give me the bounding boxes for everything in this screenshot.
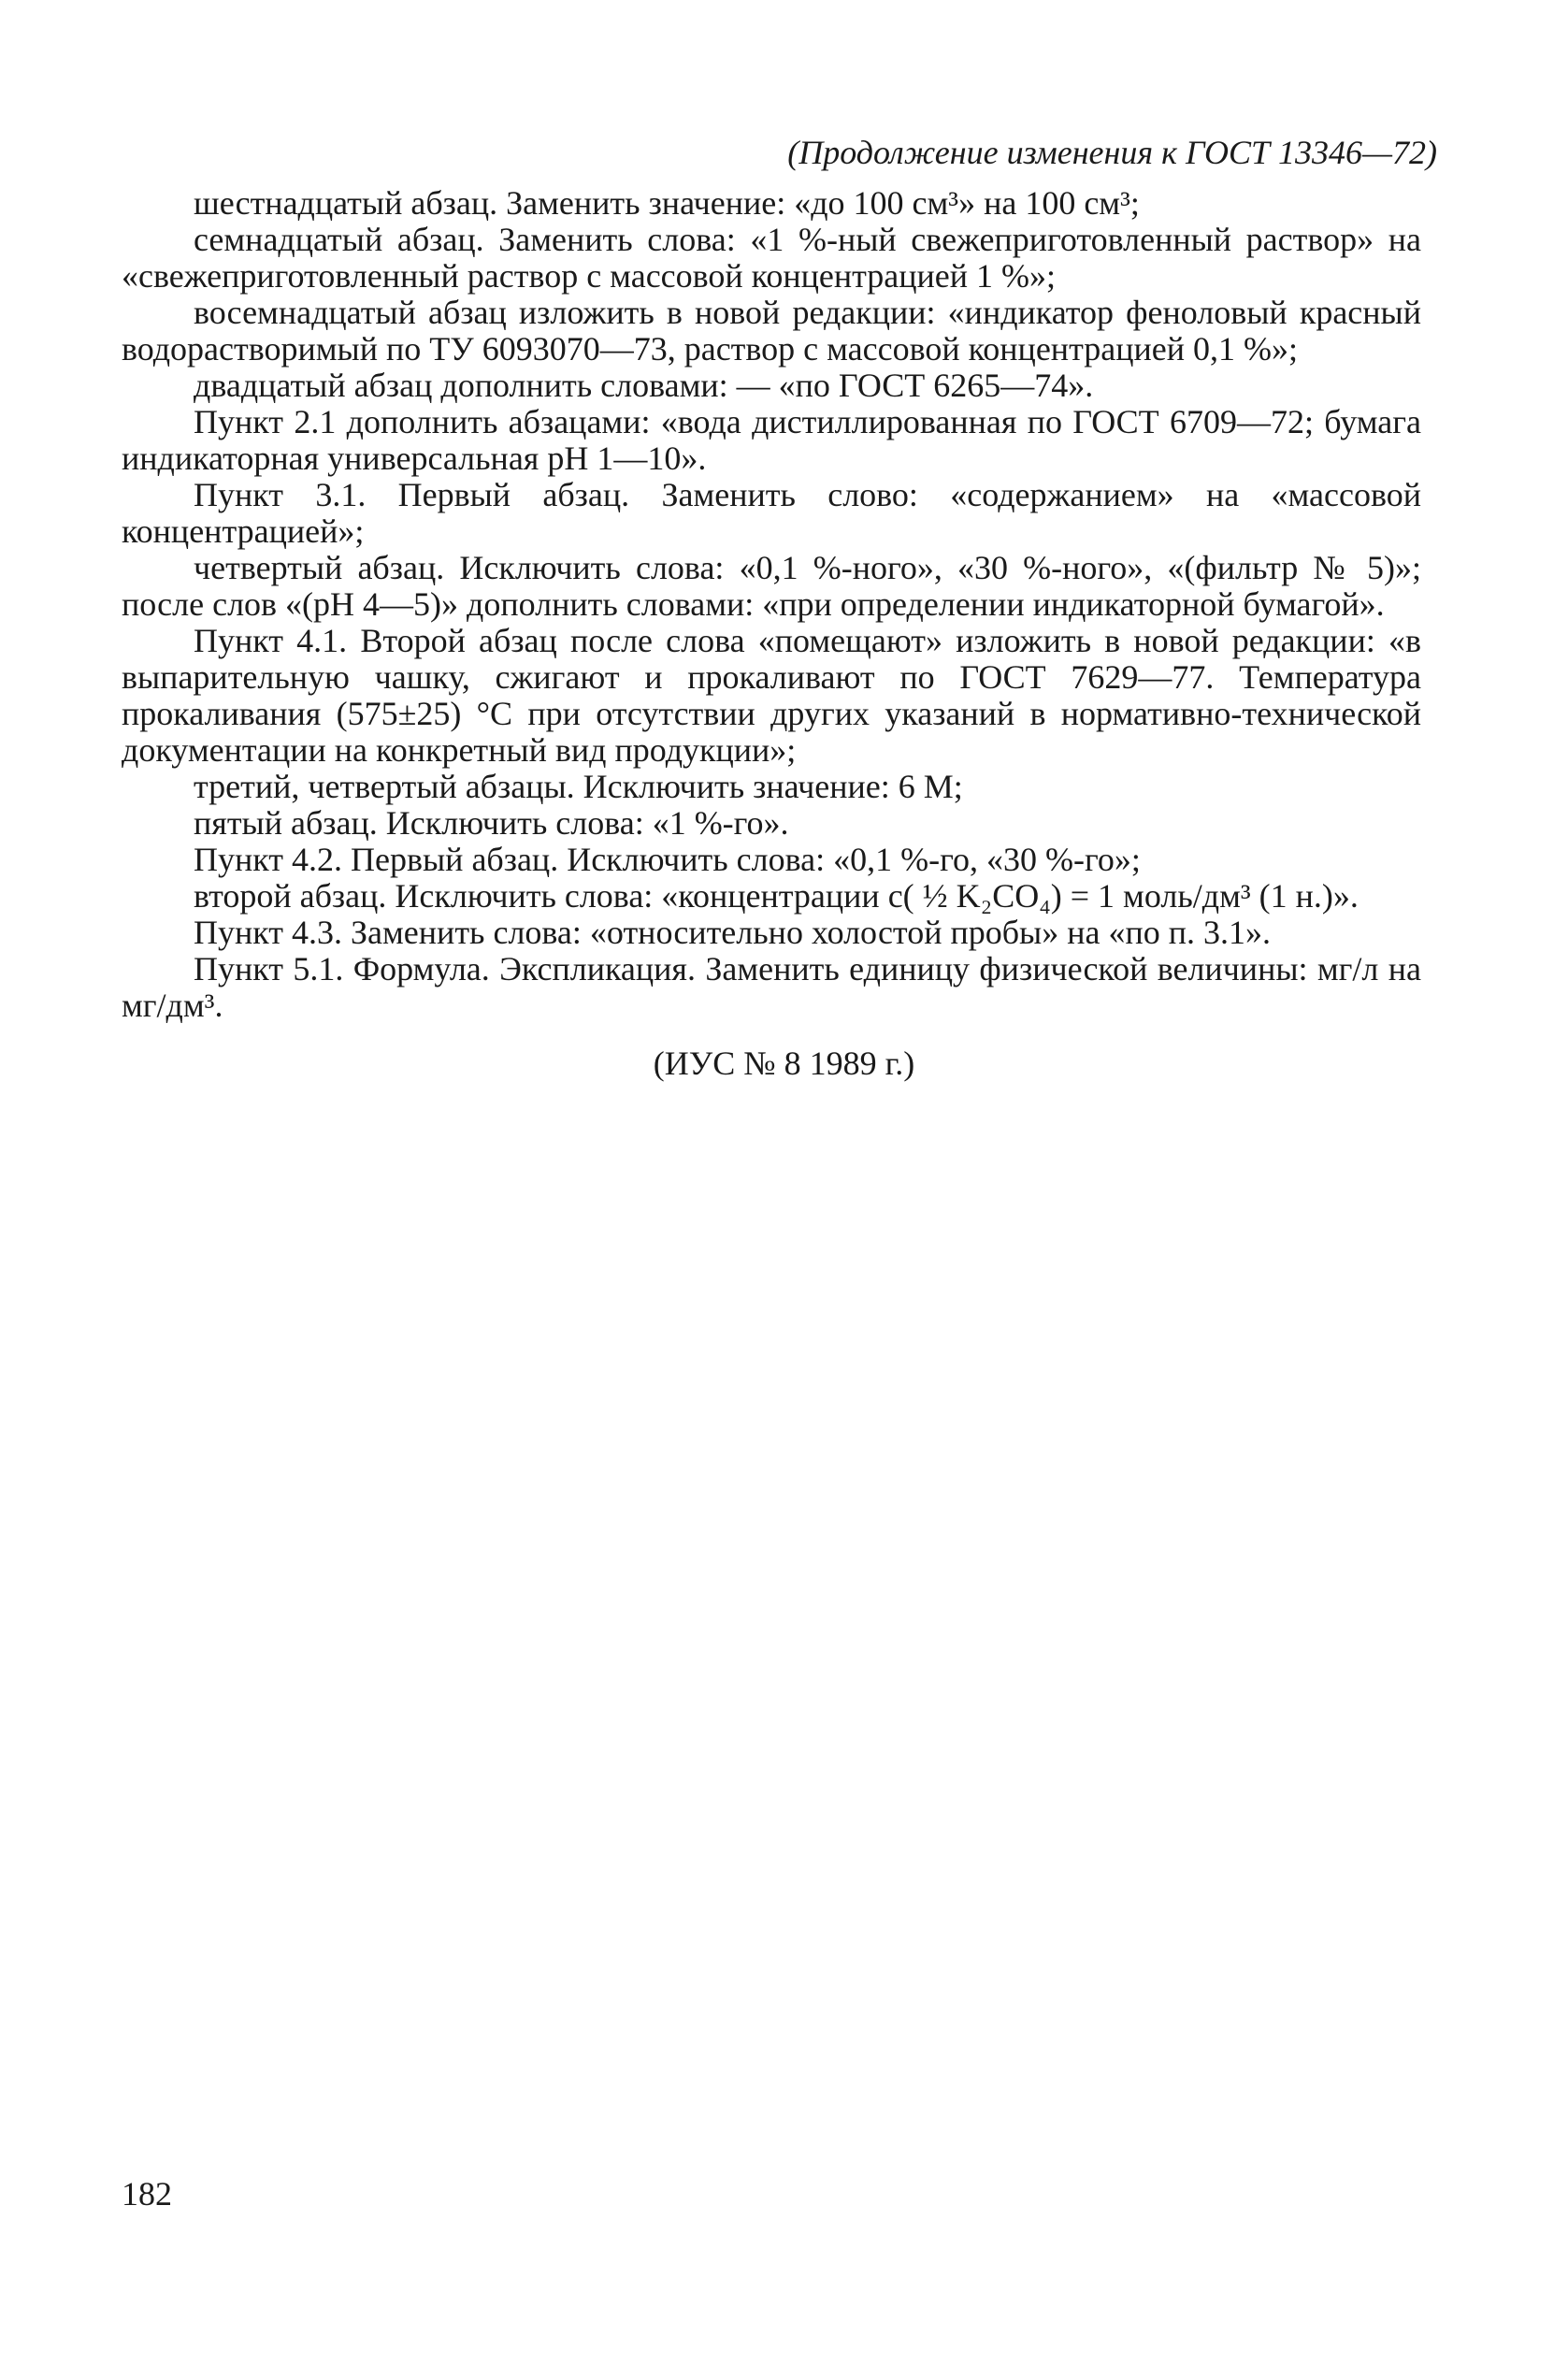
source-reference: (ИУС № 8 1989 г.)	[653, 1045, 915, 1082]
paragraph: восемнадцатый абзац изложить в новой редакции: «индикатор феноловый красный водорастворимый по ТУ 6093070—73, раствор с массовой концентрацией 0,1 %»;	[122, 294, 1421, 368]
paragraph: двадцатый абзац дополнить словами: — «по ГОСТ 6265—74».	[194, 367, 1094, 404]
paragraph: четвертый абзац. Исключить слова: «0,1 %-ного», «30 %-ного», «(фильтр № 5)»; после слов «(pH 4—5)» дополнить словами: «при определении индикаторной бумагой».	[122, 549, 1421, 623]
paragraph: Пункт 2.1 дополнить абзацами: «вода дистиллированная по ГОСТ 6709—72; бумага индикаторная универсальная pH 1—10».	[122, 403, 1421, 477]
paragraph: Пункт 4.2. Первый абзац. Исключить слова: «0,1 %-го, «30 %-го»;	[194, 841, 1141, 878]
paragraph: третий, четвертый абзацы. Исключить значение: 6 М;	[194, 768, 963, 805]
running-header: (Продолжение изменения к ГОСТ 13346—72)	[787, 134, 1437, 171]
amendment-body	[122, 185, 1421, 1024]
paragraph: Пункт 4.3. Заменить слова: «относительно холостой пробы» на «по п. 3.1».	[194, 914, 1271, 951]
page-number: 182	[122, 2175, 172, 2213]
paragraph: Пункт 5.1. Формула. Экспликация. Заменить единицу физической величины: мг/л на мг/дм³.	[122, 950, 1421, 1024]
paragraph: шестнадцатый абзац. Заменить значение: «до 100 см³» на 100 см³;	[194, 184, 1140, 222]
paragraph: семнадцатый абзац. Заменить слова: «1 %-ный свежеприготовленный раствор» на «свежеприготовленный раствор с массовой концентрацией 1 %»;	[122, 221, 1421, 295]
paragraph: пятый абзац. Исключить слова: «1 %-го».	[194, 804, 789, 842]
paragraph: Пункт 3.1. Первый абзац. Заменить слово: «содержанием» на «массовой концентрацией»;	[122, 476, 1421, 550]
paragraph: второй абзац. Исключить слова: «концентрации с( ½ K₂CO₄) = 1 моль/дм³ (1 н.)».	[194, 877, 1359, 915]
paragraph: Пункт 4.1. Второй абзац после слова «помещают» изложить в новой редакции: «в выпарительную чашку, сжигают и прокаливают по ГОСТ 7629—77. Температура прокаливания (575±25) °С при отсутствии других указаний в нормативно-технической документации на конкретный вид продукции»;	[122, 622, 1421, 769]
